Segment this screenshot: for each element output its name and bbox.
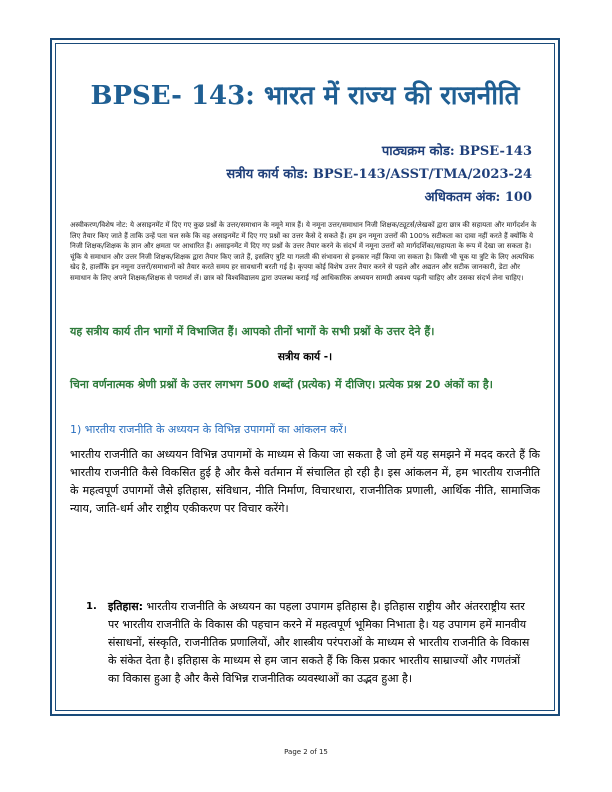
list-item — [86, 598, 530, 688]
course-code: पाठ्यक्रम कोड: BPSE-143 — [381, 144, 532, 159]
intro-paragraph: भारतीय राजनीति का अध्ययन विभिन्न उपागमों के माध्यम से किया जा सकता है जो हमें यह समझने में मदद करते हैं कि भारतीय राजनीति कैसे विकसित हुई है और कैसे वर्तमान में संचालित हो रही है। इस आंकलन में, हम भारतीय राजनीति के महत्वपूर्ण उपागमों जैसे इतिहास, संविधान, नीति निर्माण, विचारधारा, राजनीतिक प्रणाली, आर्थिक नीति, सामाजिक न्याय, जाति-धर्म और राष्ट्रीय एकीकरण पर विचार करेंगे। — [70, 448, 540, 515]
page-number-footer: Page 2 of 15 — [284, 748, 328, 756]
page-content — [60, 48, 550, 708]
assignment-instruction: यह सत्रीय कार्य तीन भागों में विभाजित हैं। आपको तीनों भागों के सभी प्रश्नों के उत्तर देने हैं। — [70, 325, 435, 338]
section-title: सत्रीय कार्य -। — [277, 351, 333, 363]
assignment-code: सत्रीय कार्य कोड: BPSE-143/ASST/TMA/2023-24 — [226, 167, 532, 182]
list-item-text: भारतीय राजनीति के अध्ययन का पहला उपागम इतिहास है। इतिहास राष्ट्रीय और अंतरराष्ट्रीय स्तर पर भारतीय राजनीति के विकास की पहचान करने में महत्वपूर्ण भूमिका निभाता है। यह उपागम हमें मानवीय संसाधनों, संस्कृति, राजनीतिक प्रणालियों, और शास्त्रीय परंपराओं के माध्यम से भारतीय राजनीति के विकास के संकेत देता है। इतिहास के माध्यम से हम जान सकते हैं कि किस प्रकार भारतीय साम्राज्यों और गणतंत्रों का विकास हुआ है और कैसे विभिन्न राजनीतिक व्यवस्थाओं का उद्भव हुआ है। — [108, 600, 530, 685]
max-marks: अधिकतम अंक: 100 — [424, 190, 532, 205]
page-title: BPSE- 143: भारत में राज्य की राजनीति — [90, 81, 520, 111]
list-item-label: इतिहास: — [108, 600, 144, 613]
disclaimer-text: अस्वीकरण/विशेष नोट: ये असाइनमेंट में दिए गए कुछ प्रश्नों के उत्तर/समाधान के नमूने मात्र हैं। ये नमूना उत्तर/समाधान निजी शिक्षक/ट्यूटर्स/लेखकों द्वारा छात्र की सहायता और मार्गदर्शन के लिए तैयार किए जाते हैं ताकि उन्हें पता चल सके कि वह असाइनमेंट में दिए गए प्रश्नों का उत्तर कैसे दे सकते हैं। हम इन नमूना उत्तरों की 100% सटीकता का दावा नहीं करते हैं क्योंकि ये निजी शिक्षक/शिक्षक के ज्ञान और क्षमता पर आधारित हैं। असाइनमेंट में दिए गए प्रश्नों के उत्तर तैयार करने के संदर्भ में नमूना उत्तरों को मार्गदर्शिका/सहायता के रूप में देखा जा सकता है। चूंकि ये समाधान और उत्तर निजी शिक्षक/शिक्षक द्वारा तैयार किए जाते हैं, इसलिए त्रुटि या गलती की संभावना से इनकार नहीं किया जा सकता है। किसी भी चूक या त्रुटि के लिए अत्यधिक खेद है, हालाँकि इन नमूना उत्तरों/समाधानों को तैयार करते समय हर सावधानी बरती गई है। कृपया कोई विशेष उत्तर तैयार करने से पहले और अद्यतन और सटीक जानकारी, डेटा और समाधान के लिए अपने शिक्षक/शिक्षक से परामर्श लें। छात्र को विश्वविद्यालय द्वारा उपलब्ध कराई गई आधिकारिक अध्ययन सामग्री अवश्य पढ़नी चाहिए और उसका संदर्भ लेना चाहिए। — [70, 221, 537, 282]
list-item-number: 1. — [86, 601, 97, 612]
question-heading: 1) भारतीय राजनीति के अध्ययन के विभिन्न उपागमों का आंकलन करें। — [70, 423, 347, 436]
question-instruction: चिना वर्णनात्मक श्रेणी प्रश्नों के उत्तर लगभग 500 शब्दों (प्रत्येक) में दीजिए। प्रत्येक प्रश्न 20 अंकों का है। — [70, 378, 493, 391]
